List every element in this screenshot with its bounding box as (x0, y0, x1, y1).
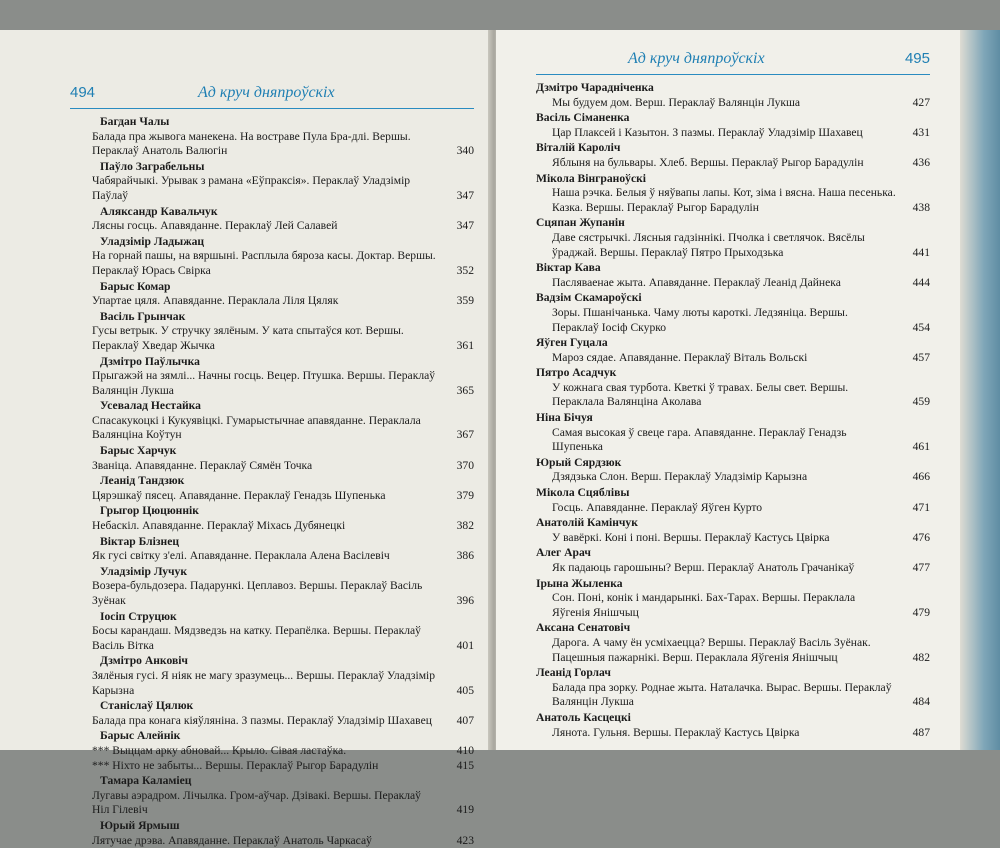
toc-author: Віталій Кароліч (536, 141, 930, 156)
toc-entry (70, 160, 474, 204)
toc-work-title: Зоры. Пшанічанька. Чаму люты кароткі. Ледзяніца. Вершы. Пераклаў Іосіф Скурко (552, 306, 930, 335)
toc-work-title: Мароз сядае. Апавяданне. Пераклаў Віталь Вольскі (552, 351, 930, 366)
toc-work-title: Босы карандаш. Мядзведзь на катку. Перапёлка. Вершы. Пераклаў Васіль Вітка (92, 624, 474, 653)
toc-work (536, 186, 930, 215)
toc-page-number: 438 (909, 201, 930, 216)
toc-page-number: 361 (453, 339, 474, 354)
toc-work-title: У вавёркі. Коні і поні. Вершы. Пераклаў Кастусь Цвірка (552, 531, 930, 546)
right-toc-list (536, 81, 930, 740)
toc-page-number: 347 (453, 219, 474, 234)
toc-work (70, 759, 474, 774)
toc-entry (70, 774, 474, 818)
toc-work-title: Мы будуем дом. Верш. Пераклаў Валянцін Лукша (552, 96, 930, 111)
toc-work (70, 249, 474, 278)
toc-work (70, 669, 474, 698)
toc-page-number: 352 (453, 264, 474, 279)
left-page-header (70, 82, 474, 109)
toc-work (536, 381, 930, 410)
toc-entry (70, 654, 474, 698)
toc-entry (70, 115, 474, 159)
toc-work-title: Балада пра конага кіяўляніна. З пазмы. Пераклаў Уладзімір Шахавец (92, 714, 474, 729)
toc-entry (536, 711, 930, 740)
toc-work-title: Гусы ветрык. У стручку зялёным. У ката спытаўся кот. Вершы. Пераклаў Хведар Жычка (92, 324, 474, 353)
toc-work (536, 501, 930, 516)
toc-author: Леанід Тандзюк (70, 474, 474, 489)
toc-work (70, 549, 474, 564)
toc-page-number: 466 (909, 470, 930, 485)
toc-work (70, 624, 474, 653)
right-page-number: 495 (905, 50, 930, 67)
toc-entry (536, 291, 930, 335)
toc-author: Ірына Жыленка (536, 577, 930, 592)
toc-page-number: 379 (453, 489, 474, 504)
toc-page-number: 487 (909, 726, 930, 741)
toc-page-number: 386 (453, 549, 474, 564)
toc-entry (536, 81, 930, 110)
toc-work-title: Госць. Апавяданне. Пераклаў Яўген Курто (552, 501, 930, 516)
toc-work-title: Цярэшкаў пясец. Апавяданне. Пераклаў Генадзь Шупенька (92, 489, 474, 504)
toc-page-number: 477 (909, 561, 930, 576)
toc-entry (536, 516, 930, 545)
toc-entry (70, 729, 474, 773)
toc-entry (70, 205, 474, 234)
toc-work-title: Зялёныя гусі. Я ніяк не магу зразумець... Вершы. Пераклаў Уладзімір Карызна (92, 669, 474, 698)
toc-page-number: 347 (453, 189, 474, 204)
toc-work (536, 306, 930, 335)
toc-work-title: Дзядзька Слон. Верш. Пераклаў Уладзімір Карызна (552, 470, 930, 485)
toc-page-number: 471 (909, 501, 930, 516)
toc-work-title: Цар Плаксей і Казытон. З пазмы. Пераклаў Уладзімір Шахавец (552, 126, 930, 141)
toc-work-title: Балада пра жывога манекена. На востраве Пула Бра-длі. Вершы. Пераклаў Анатоль Валюгін (92, 130, 474, 159)
toc-work-title: Як гусі світку з'елі. Апавяданне. Пераклала Алена Васілевіч (92, 549, 474, 564)
toc-work (70, 174, 474, 203)
toc-work (536, 426, 930, 455)
toc-author: Юрый Сярдзюк (536, 456, 930, 471)
toc-work-title: Лянота. Гульня. Вершы. Пераклаў Кастусь Цвірка (552, 726, 930, 741)
toc-page-number: 407 (453, 714, 474, 729)
toc-author: Анатолій Камінчук (536, 516, 930, 531)
toc-author: Уладзімір Ладыжац (70, 235, 474, 250)
toc-author: Васіль Сіманенка (536, 111, 930, 126)
toc-page-number: 419 (453, 803, 474, 818)
toc-page-number: 444 (909, 276, 930, 291)
toc-work (70, 219, 474, 234)
toc-page-number: 340 (453, 144, 474, 159)
toc-work-title: Прыгажэй на зямлі... Начны госць. Вецер. Птушка. Вершы. Пераклаў Валянцін Лукша (92, 369, 474, 398)
toc-entry (536, 577, 930, 621)
toc-entry (536, 336, 930, 365)
left-running-title: Ад круч дняпроўскіх (198, 84, 335, 102)
toc-entry (536, 366, 930, 410)
toc-work-title: Даве сястрычкі. Лясныя гадзіннікі. Пчолка і светлячок. Вясёлы ўраджай. Вершы. Пераклаў Пятро Прыходзька (552, 231, 930, 260)
toc-work (70, 519, 474, 534)
toc-work (536, 231, 930, 260)
toc-author: Ніна Бічуя (536, 411, 930, 426)
toc-work-title: Званіца. Апавяданне. Пераклаў Сямён Точка (92, 459, 474, 474)
page-edge-decoration (960, 30, 1000, 750)
toc-work-title: Пасляваенае жыта. Апавяданне. Пераклаў Леанід Дайнека (552, 276, 930, 291)
toc-work-title: Лясны госць. Апавяданне. Пераклаў Лей Салавей (92, 219, 474, 234)
left-page-number: 494 (70, 84, 95, 101)
toc-work (70, 130, 474, 159)
toc-entry (70, 474, 474, 503)
toc-page-number: 476 (909, 531, 930, 546)
toc-work (70, 714, 474, 729)
toc-author: Дзмітро Паўлычка (70, 355, 474, 370)
toc-work-title: Яблыня на бульвары. Хлеб. Вершы. Пераклаў Рыгор Барадулін (552, 156, 930, 171)
toc-page-number: 461 (909, 440, 930, 455)
toc-author: Барыс Комар (70, 280, 474, 295)
toc-page-number: 405 (453, 684, 474, 699)
toc-page-number: 436 (909, 156, 930, 171)
toc-entry (536, 172, 930, 216)
toc-page-number: 359 (453, 294, 474, 309)
toc-work (536, 351, 930, 366)
toc-work-title: Возера-бульдозера. Падарункі. Цеплавоз. Вершы. Пераклаў Васіль Зуёнак (92, 579, 474, 608)
right-page-header (536, 48, 930, 75)
toc-entry (70, 699, 474, 728)
toc-work (536, 156, 930, 171)
toc-work-title: Самая высокая ў свеце гара. Апавяданне. Пераклаў Генадзь Шупенька (552, 426, 930, 455)
toc-work (70, 414, 474, 443)
toc-author: Іосіп Струцюк (70, 610, 474, 625)
left-toc-list (70, 115, 474, 848)
toc-entry (536, 546, 930, 575)
toc-page-number: 370 (453, 459, 474, 474)
toc-author: Аляксандр Кавальчук (70, 205, 474, 220)
toc-work-title: Чабярайчыкі. Урывак з рамана «Еўпраксія». Пераклаў Уладзімір Паўлаў (92, 174, 474, 203)
toc-author: Віктар Блізнец (70, 535, 474, 550)
toc-page-number: 410 (453, 744, 474, 759)
toc-author: Юрый Ярмыш (70, 819, 474, 834)
toc-author: Сцяпан Жупанін (536, 216, 930, 231)
toc-author: Грыгор Цюцюннік (70, 504, 474, 519)
toc-author: Пятро Асадчук (536, 366, 930, 381)
toc-author: Мікола Сцяблівы (536, 486, 930, 501)
toc-author: Алег Арач (536, 546, 930, 561)
toc-work (70, 744, 474, 759)
toc-author: Дзмітро Чарадніченка (536, 81, 930, 96)
toc-work-title: Спасакукоцкі і Кукуявіцкі. Гумарыстычнае апавяданне. Пераклала Валянціна Коўтун (92, 414, 474, 443)
toc-work-title: Дарога. А чаму ён усміхаецца? Вершы. Пераклаў Васіль Зуёнак. Пацешныя пажарнікі. Верш. Пераклала Яўгенія Янішчыц (552, 636, 930, 665)
toc-entry (70, 399, 474, 443)
toc-author: Яўген Гуцала (536, 336, 930, 351)
toc-work-title: Як падаюць гарошыны? Верш. Пераклаў Анатоль Грачанікаў (552, 561, 930, 576)
toc-author: Багдан Чалы (70, 115, 474, 130)
toc-page-number: 459 (909, 395, 930, 410)
toc-work (536, 531, 930, 546)
toc-entry (70, 235, 474, 279)
toc-work-title: *** Ніхто не забыты... Вершы. Пераклаў Рыгор Барадулін (92, 759, 474, 774)
toc-work-title: Лятучае дрэва. Апавяданне. Пераклаў Анатоль Чаркасаў (92, 834, 474, 848)
toc-entry (536, 111, 930, 140)
toc-work-title: Упартае цяля. Апавяданне. Пераклала Ліля Цяляк (92, 294, 474, 309)
toc-work (70, 369, 474, 398)
toc-entry (70, 819, 474, 848)
toc-work (70, 579, 474, 608)
toc-work-title: У кожнага свая турбота. Кветкі ў травах. Белы свет. Вершы. Пераклала Валянціна Аколава (552, 381, 930, 410)
toc-page-number: 482 (909, 651, 930, 666)
toc-work (70, 324, 474, 353)
toc-entry (70, 565, 474, 609)
toc-page-number: 454 (909, 321, 930, 336)
toc-entry (536, 486, 930, 515)
toc-work (536, 470, 930, 485)
toc-entry (70, 355, 474, 399)
toc-page-number: 423 (453, 834, 474, 848)
toc-page-number: 441 (909, 246, 930, 261)
toc-author: Барыс Алейнік (70, 729, 474, 744)
toc-page-number: 396 (453, 594, 474, 609)
book-spread (0, 30, 1000, 750)
toc-page-number: 457 (909, 351, 930, 366)
toc-author: Віктар Кава (536, 261, 930, 276)
toc-entry (70, 280, 474, 309)
toc-author: Леанід Горлач (536, 666, 930, 681)
toc-page-number: 401 (453, 639, 474, 654)
toc-entry (70, 610, 474, 654)
toc-page-number: 415 (453, 759, 474, 774)
toc-work (536, 561, 930, 576)
toc-work-title: Наша рэчка. Белыя ў няўвапы лапы. Кот, зіма і вясна. Наша песенька. Казка. Вершы. Пераклаў Рыгор Барадулін (552, 186, 930, 215)
toc-page-number: 484 (909, 695, 930, 710)
toc-entry (536, 666, 930, 710)
toc-page-number: 479 (909, 606, 930, 621)
toc-work-title: Лугавы аэрадром. Лічылка. Гром-аўчар. Дзівакі. Вершы. Пераклаў Ніл Гілевіч (92, 789, 474, 818)
toc-work (70, 789, 474, 818)
toc-entry (536, 411, 930, 455)
toc-page-number: 427 (909, 96, 930, 111)
toc-work (536, 276, 930, 291)
toc-entry (536, 621, 930, 665)
toc-entry (70, 535, 474, 564)
toc-entry (70, 504, 474, 533)
toc-author: Мікола Вінграноўскі (536, 172, 930, 187)
toc-work (536, 126, 930, 141)
toc-work (70, 834, 474, 848)
right-running-title: Ад круч дняпроўскіх (628, 50, 765, 68)
left-page (0, 30, 492, 750)
toc-author: Усевалад Нестайка (70, 399, 474, 414)
right-page (496, 30, 960, 750)
toc-work (536, 726, 930, 741)
toc-author: Анатоль Касцецкі (536, 711, 930, 726)
toc-work-title: Сон. Поні, конік і мандарынкі. Бах-Тарах. Вершы. Пераклала Яўгенія Янішчыц (552, 591, 930, 620)
toc-author: Дзмітро Анковіч (70, 654, 474, 669)
toc-entry (70, 444, 474, 473)
toc-author: Васіль Грынчак (70, 310, 474, 325)
toc-entry (536, 261, 930, 290)
toc-entry (536, 456, 930, 485)
toc-work (70, 489, 474, 504)
toc-work (70, 459, 474, 474)
toc-work (536, 636, 930, 665)
toc-author: Тамара Каламіец (70, 774, 474, 789)
toc-author: Паўло Заграбельны (70, 160, 474, 175)
toc-work-title: *** Выццам арку абновай... Крыло. Сівая ластаўка. (92, 744, 474, 759)
toc-work-title: На горнай пашы, на вяршыні. Расплыла бяроза касы. Доктар. Вершы. Пераклаў Юрась Свірка (92, 249, 474, 278)
toc-work (536, 681, 930, 710)
toc-work-title: Небаскіл. Апавяданне. Пераклаў Міхась Дубянецкі (92, 519, 474, 534)
toc-work (70, 294, 474, 309)
toc-entry (70, 310, 474, 354)
toc-author: Аксана Сенатовіч (536, 621, 930, 636)
toc-work-title: Балада пра зорку. Роднае жыта. Наталачка. Вырас. Вершы. Пераклаў Валянцін Лукша (552, 681, 930, 710)
toc-author: Станіслаў Цялюк (70, 699, 474, 714)
toc-author: Уладзімір Лучук (70, 565, 474, 580)
toc-page-number: 367 (453, 428, 474, 443)
toc-page-number: 365 (453, 384, 474, 399)
toc-page-number: 431 (909, 126, 930, 141)
toc-page-number: 382 (453, 519, 474, 534)
toc-entry (536, 216, 930, 260)
toc-author: Вадзім Скамароўскі (536, 291, 930, 306)
toc-author: Барыс Харчук (70, 444, 474, 459)
toc-work (536, 591, 930, 620)
toc-work (536, 96, 930, 111)
toc-entry (536, 141, 930, 170)
